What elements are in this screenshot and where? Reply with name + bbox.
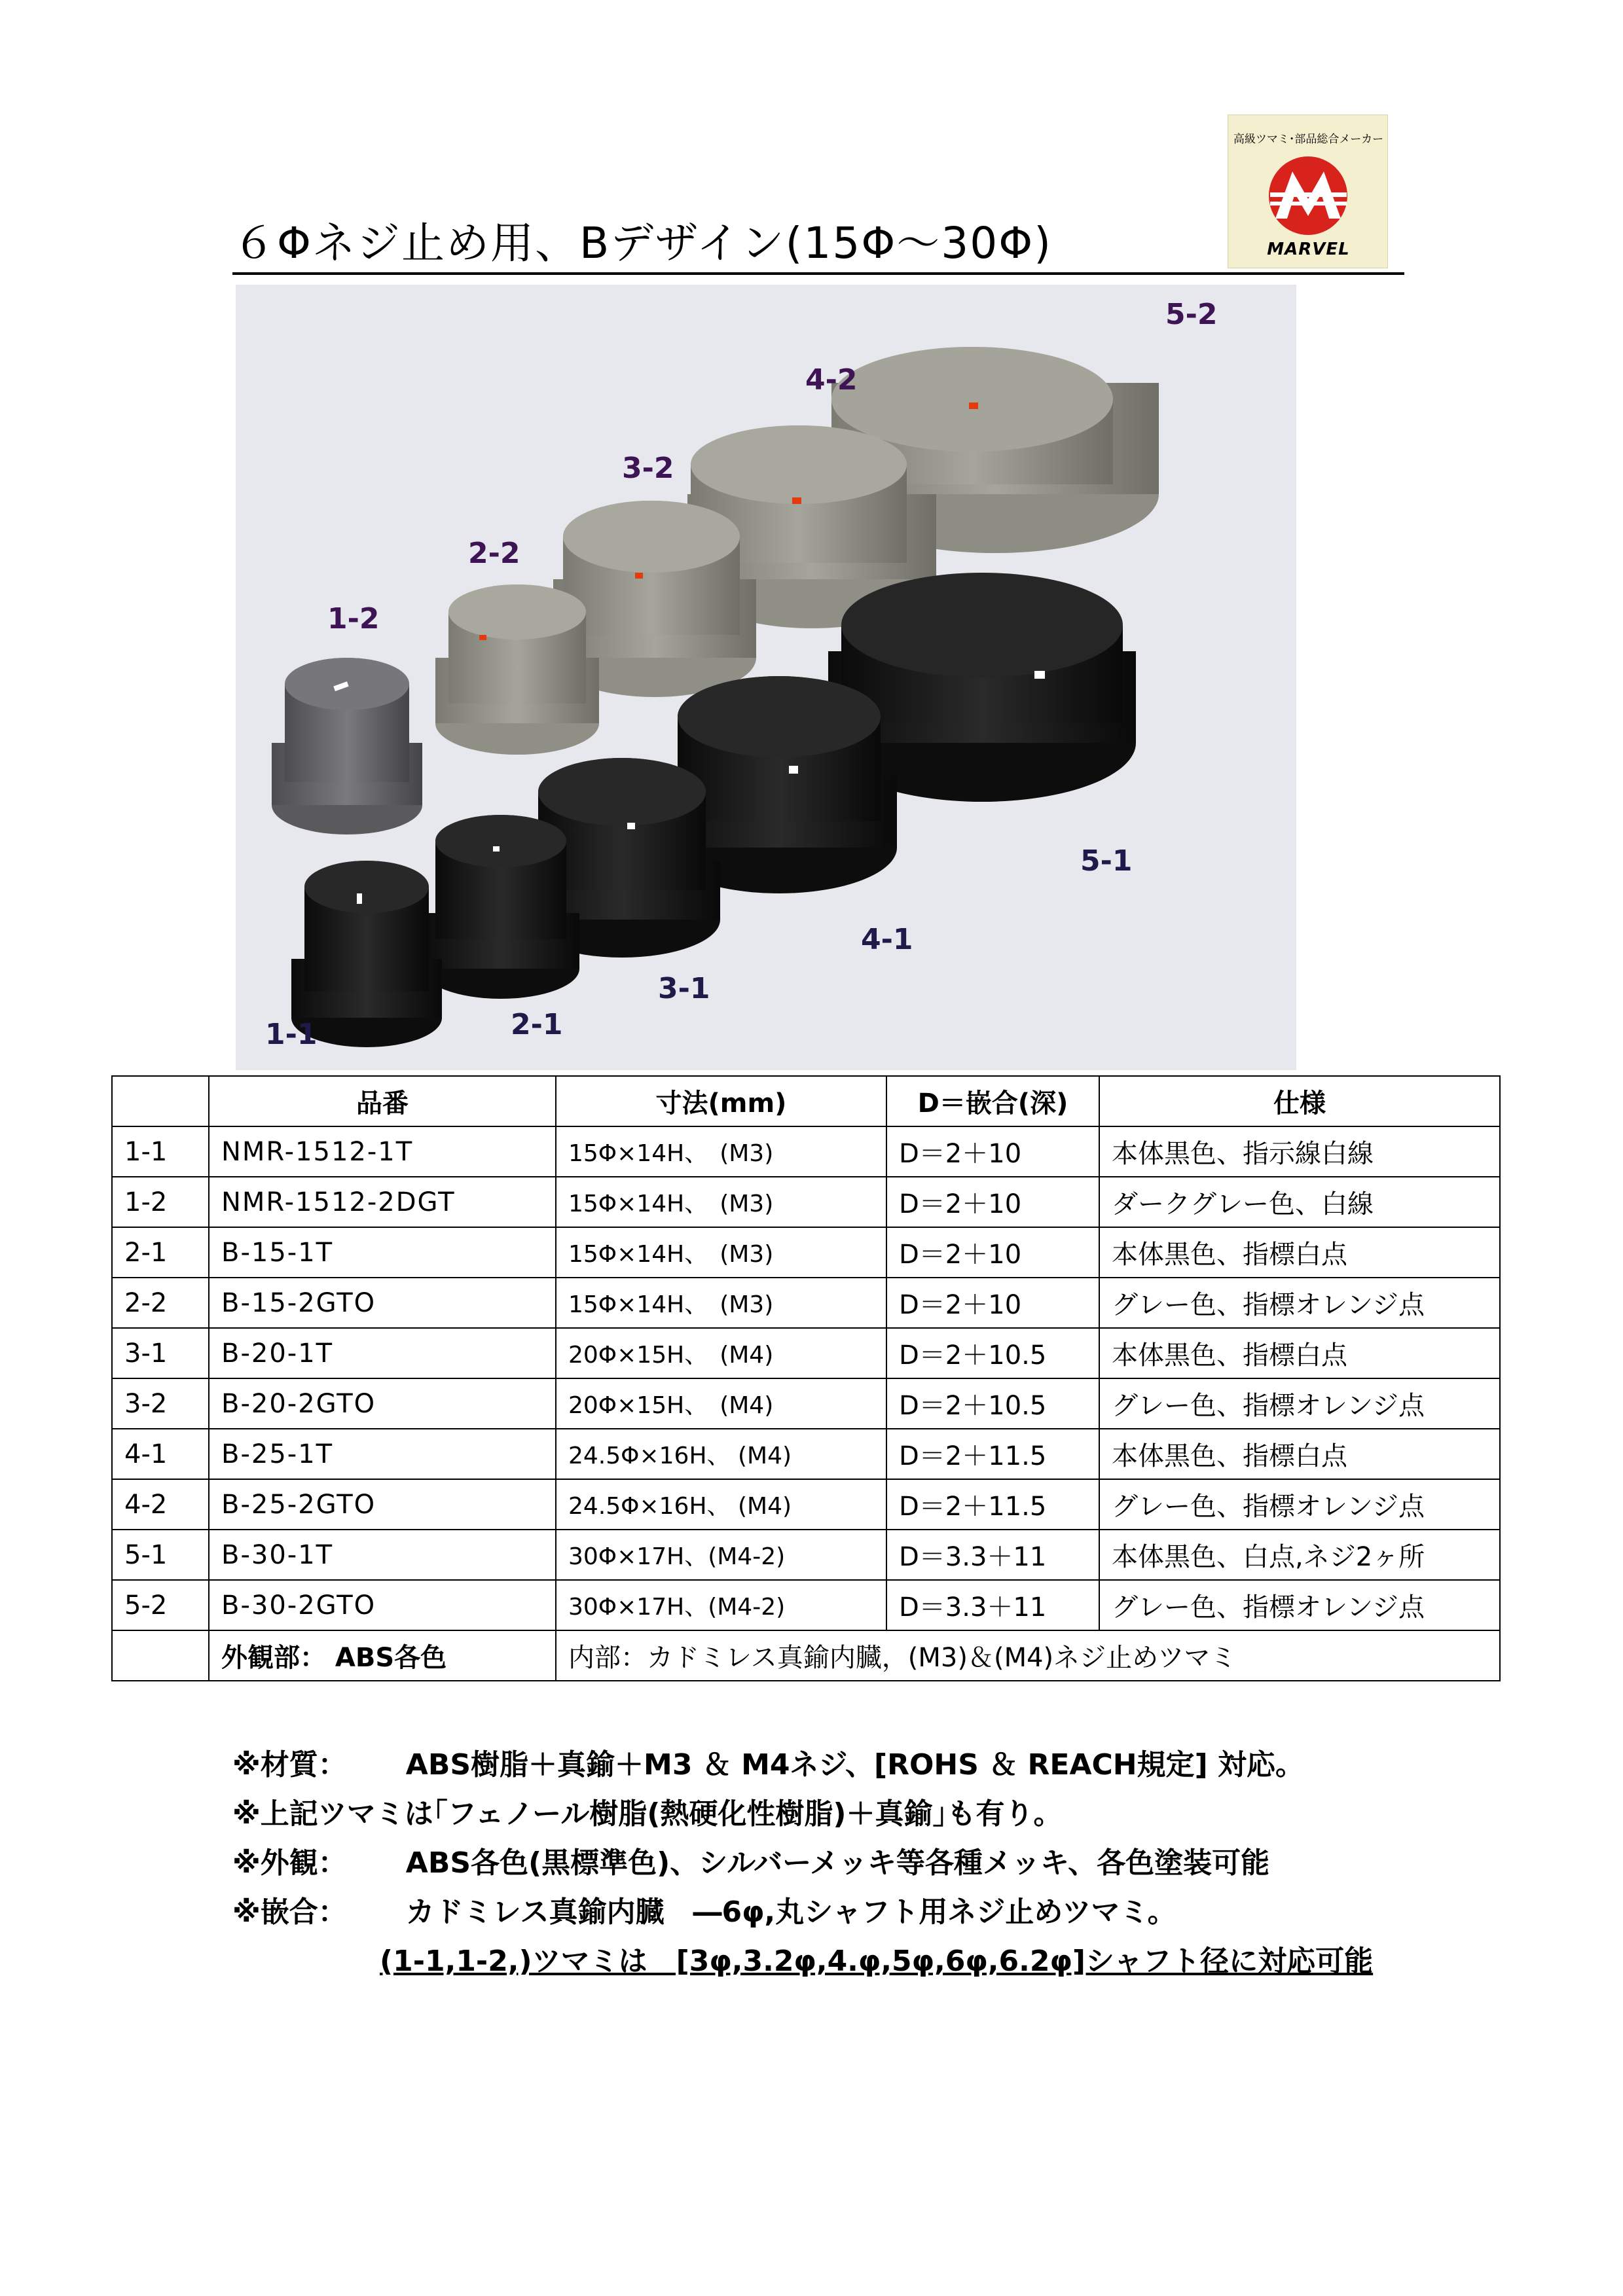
header-cell: 品番: [209, 1076, 556, 1126]
row-id: 5-2: [112, 1580, 209, 1630]
logo-wordmark: MARVEL: [1267, 240, 1350, 259]
row-id: 3-1: [112, 1328, 209, 1378]
model-number: B-25-2GTO: [209, 1479, 556, 1530]
note-material-text: ABS樹脂＋真鍮＋M3 ＆ M4ネジ、[ROHS ＆ REACH規定] 対応。: [405, 1748, 1305, 1782]
note-alt-text: ※上記ツマミは｢フェノール樹脂(熱硬化性樹脂)＋真鍮｣も有り。: [232, 1797, 1063, 1831]
header-cell: D＝嵌合(深): [886, 1076, 1099, 1126]
dimensions: 24.5Φ×16H、 (M4): [556, 1479, 886, 1530]
note-fit-text: カドミレス真鍮内臓 ―6φ,丸シャフト用ネジ止めツマミ。: [405, 1895, 1176, 1929]
header-cell: [112, 1076, 209, 1126]
logo-tagline: 高級ツマミ･部品総合メーカー: [1233, 133, 1384, 146]
note-appearance-text: ABS各色(黒標準色)、シルバーメッキ等各種メッキ、各色塗装可能: [405, 1846, 1270, 1880]
spec-table: [111, 1075, 1501, 1681]
knob-label-5-2: 5-2: [1165, 298, 1218, 331]
specification: 本体黒色、指標白点: [1099, 1328, 1500, 1378]
specification: グレー色、指標オレンジ点: [1099, 1580, 1500, 1630]
dimensions: 30Φ×17H、(M4-2): [556, 1530, 886, 1580]
knob-label-3-1: 3-1: [658, 972, 710, 1005]
specification: 本体黒色、指標白点: [1099, 1227, 1500, 1278]
table-row: [112, 1126, 1500, 1177]
note-appearance-label: ※外観：: [232, 1846, 347, 1880]
specification: グレー色、指標オレンジ点: [1099, 1479, 1500, 1530]
model-number: B-20-1T: [209, 1328, 556, 1378]
fit-depth: D＝2＋11.5: [886, 1479, 1099, 1530]
row-id: 2-2: [112, 1278, 209, 1328]
note-material-label: ※材質：: [232, 1748, 347, 1782]
table-header-row: [112, 1076, 1500, 1126]
footer-empty-cell: [112, 1630, 209, 1681]
specification: 本体黒色、白点,ネジ2ヶ所: [1099, 1530, 1500, 1580]
knobs-illustration: [236, 285, 1296, 1070]
table-row: [112, 1479, 1500, 1530]
note-alt-material: [232, 1790, 1062, 1832]
note-shaft-text: (1-1,1-2,)ツマミは [3φ,3.2φ,4.φ,5φ,6φ,6.2φ]シャフト径に対応可能: [380, 1945, 1374, 1978]
specification: 本体黒色、指標白点: [1099, 1429, 1500, 1479]
fit-depth: D＝3.3＋11: [886, 1580, 1099, 1630]
page-title-text: ６Φネジ止め用、Bデザイン(15Φ～30Φ): [232, 218, 1052, 268]
specification: ダークグレー色、白線: [1099, 1177, 1500, 1227]
note-appearance: [232, 1839, 1269, 1881]
fit-depth: D＝2＋10: [886, 1227, 1099, 1278]
page-title: [232, 216, 1404, 275]
specification: グレー色、指標オレンジ点: [1099, 1378, 1500, 1429]
dimensions: 20Φ×15H、 (M4): [556, 1328, 886, 1378]
dimensions: 15Φ×14H、 (M3): [556, 1126, 886, 1177]
model-number: NMR-1512-1T: [209, 1126, 556, 1177]
row-id: 2-1: [112, 1227, 209, 1278]
product-photo: [236, 285, 1296, 1070]
fit-depth: D＝2＋11.5: [886, 1429, 1099, 1479]
model-number: B-30-1T: [209, 1530, 556, 1580]
knob-label-3-2: 3-2: [622, 452, 674, 485]
fit-depth: D＝3.3＋11: [886, 1530, 1099, 1580]
interior-note: 内部：カドミレス真鍮内臓，(M3)＆(M4)ネジ止めツマミ: [556, 1630, 1500, 1681]
table-row: [112, 1378, 1500, 1429]
table-row: [112, 1580, 1500, 1630]
table-row: [112, 1328, 1500, 1378]
model-number: B-15-1T: [209, 1227, 556, 1278]
knob-2-1: [422, 815, 579, 999]
dimensions: 15Φ×14H、 (M3): [556, 1177, 886, 1227]
table-row: [112, 1429, 1500, 1479]
fit-depth: D＝2＋10: [886, 1278, 1099, 1328]
note-material: [232, 1741, 1304, 1783]
exterior-note: 外観部： ABS各色: [209, 1630, 556, 1681]
header-cell: 寸法(mm): [556, 1076, 886, 1126]
table-row: [112, 1227, 1500, 1278]
knob-label-4-1: 4-1: [861, 923, 913, 956]
row-id: 5-1: [112, 1530, 209, 1580]
fit-depth: D＝2＋10: [886, 1177, 1099, 1227]
row-id: 1-2: [112, 1177, 209, 1227]
specification: 本体黒色、指示線白線: [1099, 1126, 1500, 1177]
knob-label-4-2: 4-2: [805, 363, 858, 397]
fit-depth: D＝2＋10: [886, 1126, 1099, 1177]
dimensions: 24.5Φ×16H、 (M4): [556, 1429, 886, 1479]
knob-label-1-1: 1-1: [265, 1018, 318, 1051]
row-id: 3-2: [112, 1378, 209, 1429]
header-cell: 仕様: [1099, 1076, 1500, 1126]
knob-label-5-1: 5-1: [1080, 844, 1133, 878]
table-row: [112, 1278, 1500, 1328]
row-id: 4-1: [112, 1429, 209, 1479]
knob-label-2-2: 2-2: [468, 537, 520, 570]
model-number: B-15-2GTO: [209, 1278, 556, 1328]
knob-1-2: [272, 658, 422, 834]
specification: グレー色、指標オレンジ点: [1099, 1278, 1500, 1328]
fit-depth: D＝2＋10.5: [886, 1328, 1099, 1378]
dimensions: 20Φ×15H、 (M4): [556, 1378, 886, 1429]
table-footer-row: [112, 1630, 1500, 1681]
knob-label-1-2: 1-2: [327, 602, 380, 636]
dimensions: 30Φ×17H、(M4-2): [556, 1580, 886, 1630]
dimensions: 15Φ×14H、 (M3): [556, 1227, 886, 1278]
row-id: 1-1: [112, 1126, 209, 1177]
dimensions: 15Φ×14H、 (M3): [556, 1278, 886, 1328]
model-number: NMR-1512-2DGT: [209, 1177, 556, 1227]
note-fit: [232, 1888, 1176, 1930]
note-shaft-compat: [380, 1937, 1373, 1979]
row-id: 4-2: [112, 1479, 209, 1530]
fit-depth: D＝2＋10.5: [886, 1378, 1099, 1429]
model-number: B-30-2GTO: [209, 1580, 556, 1630]
knob-2-2: [435, 584, 599, 755]
table-row: [112, 1530, 1500, 1580]
model-number: B-20-2GTO: [209, 1378, 556, 1429]
model-number: B-25-1T: [209, 1429, 556, 1479]
knob-label-2-1: 2-1: [511, 1008, 563, 1041]
table-row: [112, 1177, 1500, 1227]
note-fit-label: ※嵌合：: [232, 1895, 347, 1929]
